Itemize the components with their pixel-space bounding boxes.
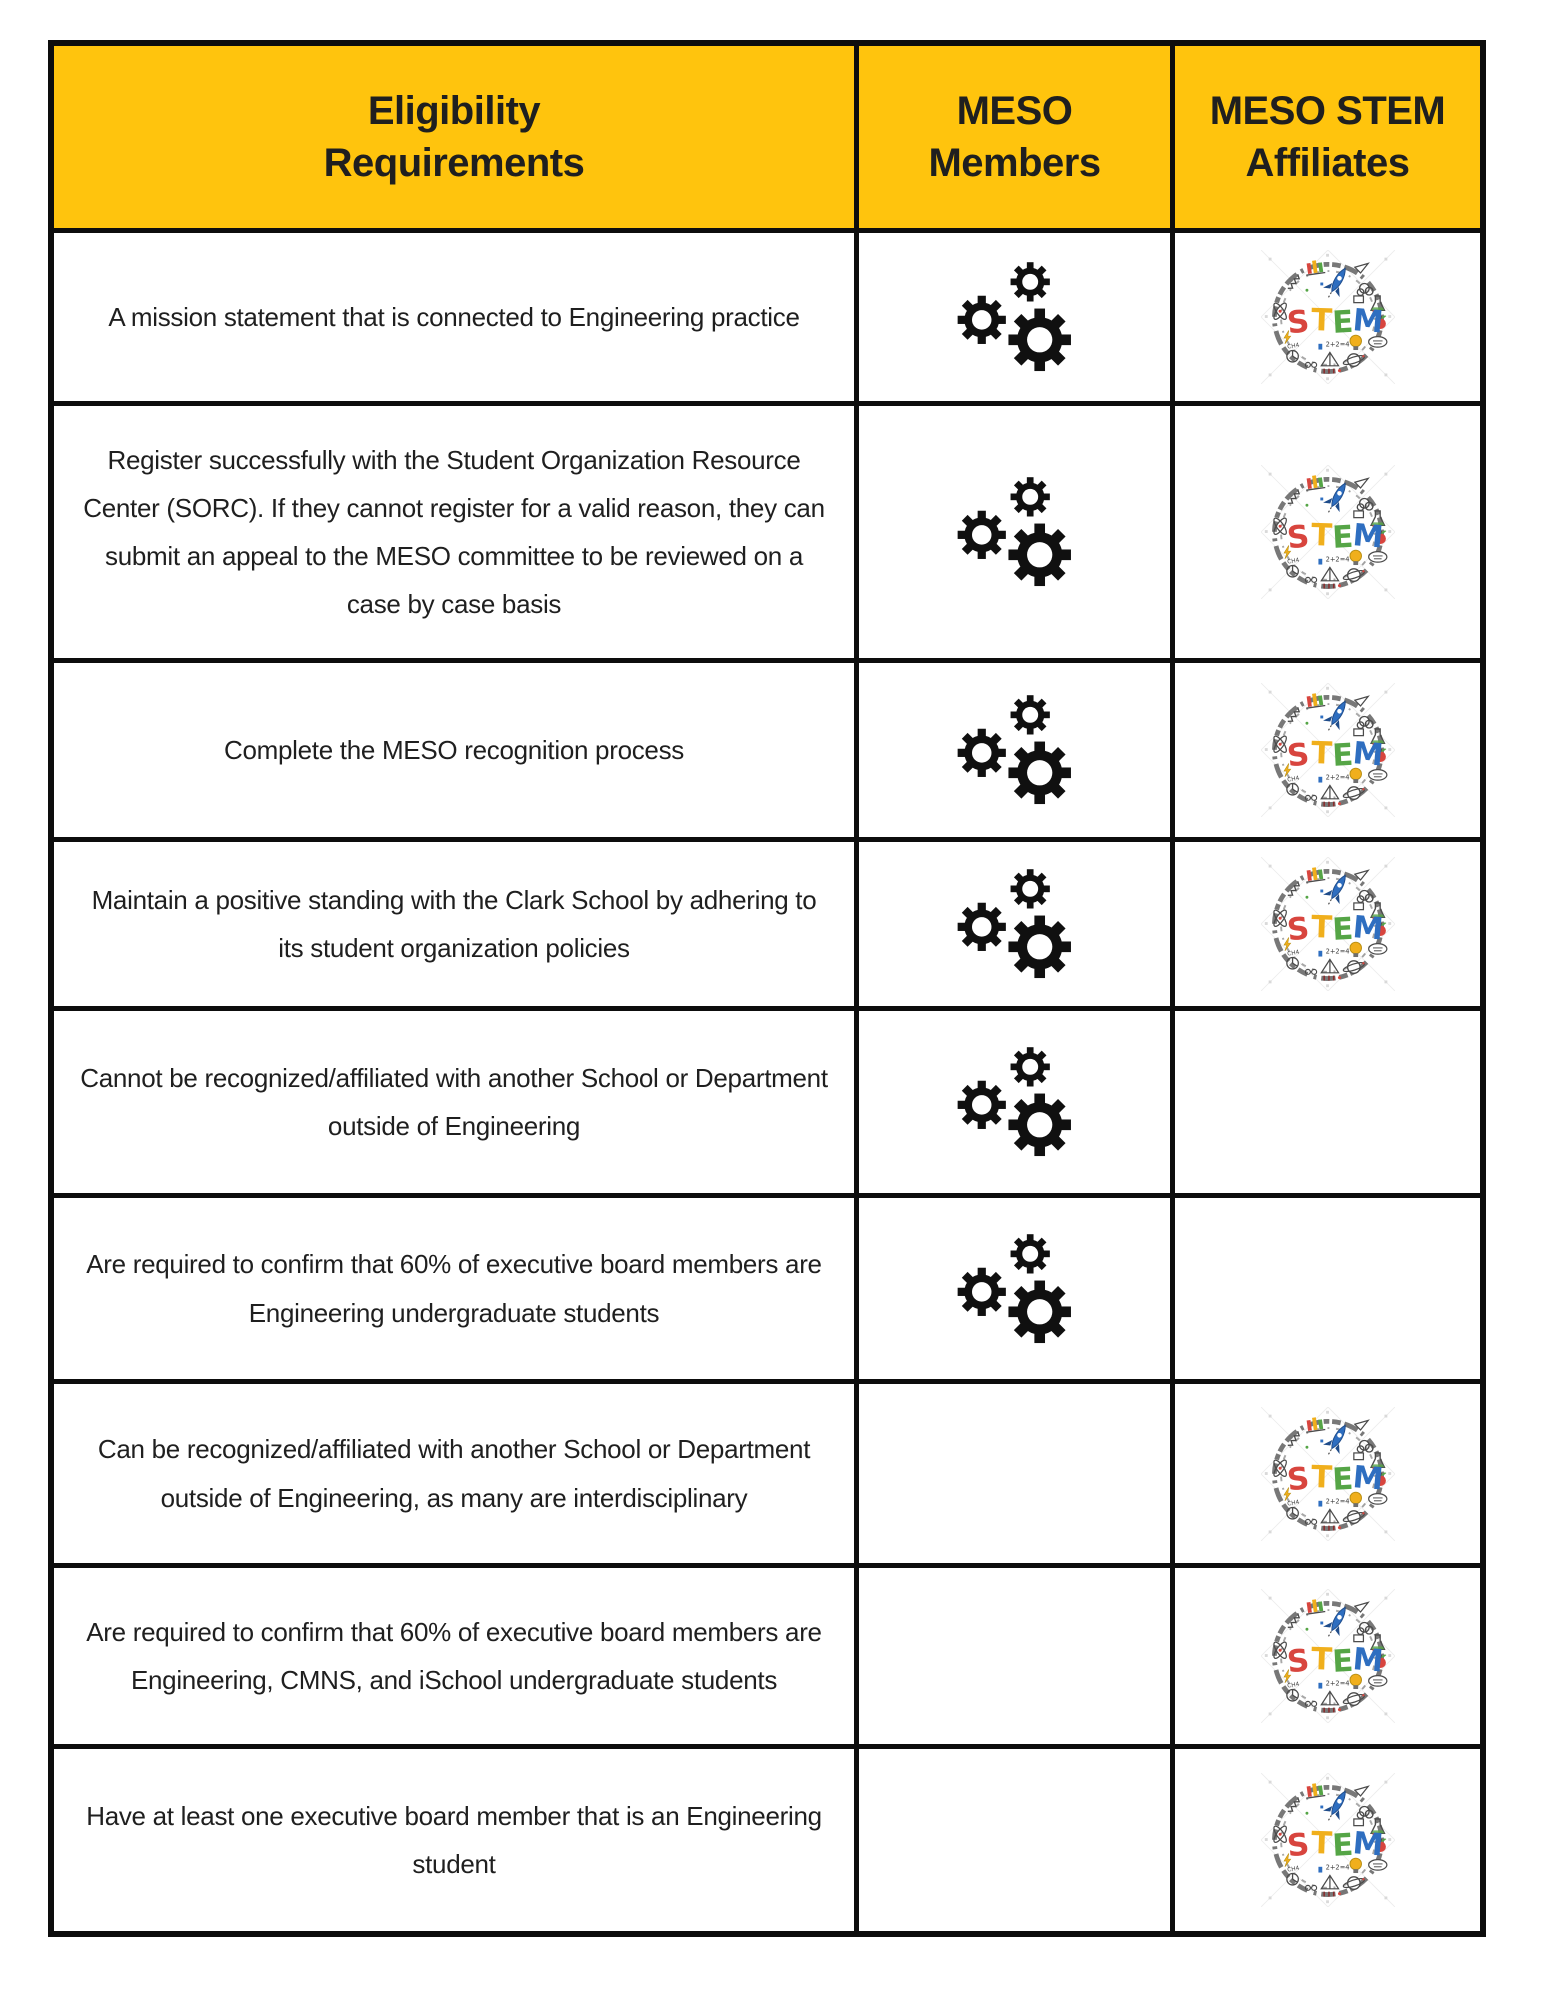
eligibility-table-grid bbox=[48, 40, 1486, 1937]
stem-affiliates-cell bbox=[1175, 233, 1480, 401]
requirement-cell bbox=[54, 663, 854, 837]
gears-icon bbox=[956, 475, 1074, 589]
requirement-cell bbox=[54, 1568, 854, 1744]
stem-affiliates-cell bbox=[1175, 663, 1480, 837]
requirement-text: Are required to confirm that 60% of executive board members are Engineering, CMNS, and iSchool undergraduate students bbox=[86, 1616, 822, 1695]
requirement-cell bbox=[54, 406, 854, 658]
requirement-text: A mission statement that is connected to Engineering practice bbox=[108, 301, 800, 332]
header-line: MESO bbox=[956, 89, 1073, 133]
stem-affiliates-cell bbox=[1175, 1568, 1480, 1744]
requirement-cell bbox=[54, 1011, 854, 1193]
meso-members-cell bbox=[859, 1011, 1170, 1193]
gears-icon bbox=[956, 1232, 1074, 1346]
meso-members-cell bbox=[859, 406, 1170, 658]
meso-members-cell bbox=[859, 1198, 1170, 1379]
requirement-cell bbox=[54, 842, 854, 1006]
requirement-text: Maintain a positive standing with the Clark School by adhering to its student organization policies bbox=[91, 884, 817, 963]
gears-icon bbox=[956, 867, 1074, 981]
stem-affiliates-cell bbox=[1175, 406, 1480, 658]
requirement-cell bbox=[54, 1198, 854, 1379]
stem-logo-icon bbox=[1261, 857, 1395, 991]
meso-members-cell bbox=[859, 663, 1170, 837]
header-line: Requirements bbox=[323, 141, 585, 185]
header-meso-members bbox=[859, 46, 1170, 228]
stem-logo-icon bbox=[1261, 683, 1395, 817]
requirement-cell bbox=[54, 1749, 854, 1931]
stem-affiliates-cell bbox=[1175, 1011, 1480, 1193]
requirement-text: Can be recognized/affiliated with another School or Department outside of Engineering, as many are interdisciplinary bbox=[97, 1434, 811, 1513]
stem-affiliates-cell bbox=[1175, 842, 1480, 1006]
stem-affiliates-cell bbox=[1175, 1749, 1480, 1931]
requirement-text: Have at least one executive board member that is an Engineering student bbox=[86, 1800, 822, 1879]
stem-logo-icon bbox=[1261, 465, 1395, 599]
meso-members-cell bbox=[859, 1384, 1170, 1563]
stem-affiliates-cell bbox=[1175, 1198, 1480, 1379]
eligibility-table bbox=[48, 40, 1486, 1937]
stem-logo-icon bbox=[1261, 1589, 1395, 1723]
gears-icon bbox=[956, 693, 1074, 807]
header-meso-stem-affiliates bbox=[1175, 46, 1480, 228]
requirement-text: Cannot be recognized/affiliated with another School or Department outside of Engineering bbox=[80, 1062, 828, 1141]
requirement-text: Complete the MESO recognition process bbox=[223, 734, 684, 765]
header-eligibility-requirements bbox=[54, 46, 854, 228]
requirement-cell bbox=[54, 1384, 854, 1563]
header-line: Members bbox=[928, 141, 1101, 185]
meso-members-cell bbox=[859, 1568, 1170, 1744]
stem-logo-icon bbox=[1261, 250, 1395, 384]
meso-members-cell bbox=[859, 842, 1170, 1006]
gears-icon bbox=[956, 1045, 1074, 1159]
header-line: MESO STEM bbox=[1209, 89, 1446, 133]
requirement-text: Register successfully with the Student Organization Resource Center (SORC). If they cannot register for a valid reason, they can submit an appeal to the MESO committee to be reviewed on a case by case basis bbox=[83, 444, 825, 620]
stem-logo-icon bbox=[1261, 1407, 1395, 1541]
meso-members-cell bbox=[859, 233, 1170, 401]
stem-logo-icon bbox=[1261, 1773, 1395, 1907]
header-line: Eligibility bbox=[367, 89, 541, 133]
requirement-text: Are required to confirm that 60% of executive board members are Engineering undergraduate students bbox=[86, 1249, 822, 1328]
gears-icon bbox=[956, 260, 1074, 374]
stem-affiliates-cell bbox=[1175, 1384, 1480, 1563]
header-line: Affiliates bbox=[1245, 141, 1410, 185]
requirement-cell bbox=[54, 233, 854, 401]
meso-members-cell bbox=[859, 1749, 1170, 1931]
